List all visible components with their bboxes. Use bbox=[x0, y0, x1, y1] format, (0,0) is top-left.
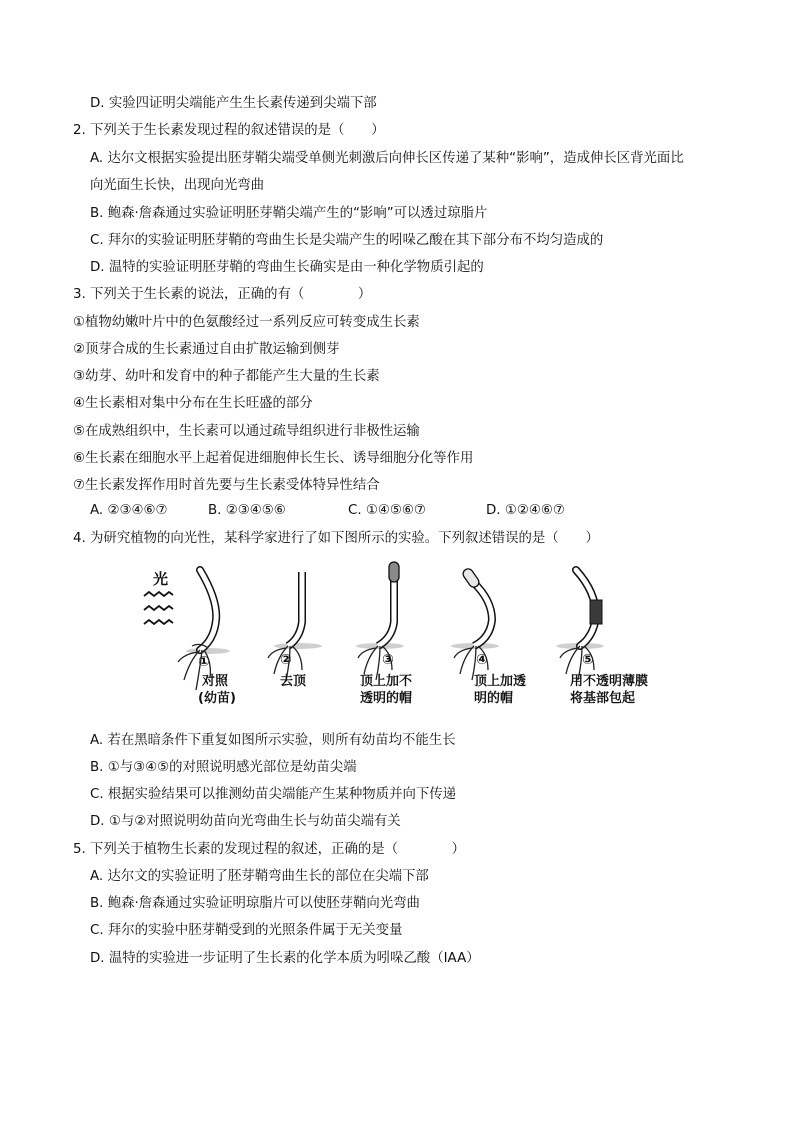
panel-3-number: ③ bbox=[382, 652, 394, 668]
panel-2-number: ② bbox=[280, 652, 292, 668]
q4-option-c: C. 根据实验结果可以推测幼苗尖端能产生某种物质并向下传递 bbox=[90, 787, 457, 802]
panel-1-number: ① bbox=[198, 654, 210, 670]
q5-stem: 5. 下列关于植物生长素的发现过程的叙述，正确的是（ ） bbox=[73, 842, 465, 857]
q2-option-b: B. 鲍森·詹森通过实验证明胚芽鞘尖端产生的“影响”可以透过琼脂片 bbox=[90, 206, 488, 221]
panel-3-label-line1: 顶上加不 bbox=[360, 674, 413, 689]
panel-4-label-line2: 明的帽 bbox=[474, 691, 514, 706]
q3-statement-2: ②顶芽合成的生长素通过自由扩散运输到侧芽 bbox=[73, 342, 340, 357]
seedling-4-transparent-cap bbox=[451, 567, 499, 680]
q3-option-c: C. ①④⑤⑥⑦ bbox=[348, 503, 426, 518]
panel-2-label-line1: 去顶 bbox=[280, 674, 307, 689]
q3-option-b: B. ②③④⑤⑥ bbox=[208, 503, 286, 518]
panel-5-number: ⑤ bbox=[582, 652, 594, 668]
q3-statement-7: ⑦生长素发挥作用时首先要与生长素受体特异性结合 bbox=[73, 478, 380, 493]
q4-option-d: D. ①与②对照说明幼苗向光弯曲生长与幼苗尖端有关 bbox=[90, 814, 401, 829]
panel-4-number: ④ bbox=[476, 652, 488, 668]
seedling-5-base-wrapped bbox=[556, 570, 604, 680]
q4-option-b: B. ①与③④⑤的对照说明感光部位是幼苗尖端 bbox=[90, 760, 357, 775]
panel-1-label-line2: (幼苗) bbox=[198, 691, 236, 706]
q2-option-d: D. 温特的实验证明胚芽鞘的弯曲生长确实是由一种化学物质引起的 bbox=[90, 260, 484, 275]
q4-option-a: A. 若在黑暗条件下重复如图所示实验，则所有幼苗均不能生长 bbox=[90, 733, 456, 748]
light-label: 光 bbox=[153, 570, 169, 588]
seedling-2-decapitated bbox=[268, 572, 322, 680]
q4-stem: 4. 为研究植物的向光性，某科学家进行了如下图所示的实验。下列叙述错误的是（ ） bbox=[73, 531, 599, 546]
q3-option-d: D. ①②④⑥⑦ bbox=[486, 503, 565, 518]
seedling-experiment-figure bbox=[140, 560, 649, 720]
q5-option-b: B. 鲍森·詹森通过实验证明琼脂片可以使胚芽鞘向光弯曲 bbox=[90, 896, 420, 911]
q3-statement-3: ③幼芽、幼叶和发育中的种子都能产生大量的生长素 bbox=[73, 369, 380, 384]
q3-stem: 3. 下列关于生长素的说法，正确的有（ ） bbox=[73, 287, 372, 302]
q1-option-d: D. 实验四证明尖端能产生生长素传递到尖端下部 bbox=[90, 96, 377, 111]
q5-option-c: C. 拜尔的实验中胚芽鞘受到的光照条件属于无关变量 bbox=[90, 923, 403, 938]
q2-option-c: C. 拜尔的实验证明胚芽鞘的弯曲生长是尖端产生的吲哚乙酸在其下部分布不均匀造成的 bbox=[90, 233, 604, 248]
q3-option-a: A. ②③④⑥⑦ bbox=[90, 503, 168, 518]
q2-option-a-line2: 向光面生长快，出现向光弯曲 bbox=[90, 178, 265, 193]
q3-statement-6: ⑥生长素在细胞水平上起着促进细胞伸长生长、诱导细胞分化等作用 bbox=[73, 451, 474, 466]
q2-option-a-line1: A. 达尔文根据实验提出胚芽鞘尖端受单侧光刺激后向伸长区传递了某种“影响”，造成伸长区背光面比 bbox=[90, 151, 684, 166]
q3-statement-5: ⑤在成熟组织中，生长素可以通过疏导组织进行非极性运输 bbox=[73, 424, 420, 439]
panel-3-label-line2: 透明的帽 bbox=[360, 691, 413, 706]
q2-stem: 2. 下列关于生长素发现过程的叙述错误的是（ ） bbox=[73, 123, 385, 138]
panel-5-label-line2: 将基部包起 bbox=[570, 691, 636, 706]
panel-5-label-line1: 用不透明薄膜 bbox=[570, 674, 649, 689]
q3-statement-4: ④生长素相对集中分布在生长旺盛的部分 bbox=[73, 396, 313, 411]
q5-option-d: D. 温特的实验进一步证明了生长素的化学本质为吲哚乙酸（IAA） bbox=[90, 951, 480, 966]
panel-4-label-line1: 顶上加透 bbox=[474, 674, 527, 689]
seedling-1-control bbox=[178, 570, 230, 690]
q3-statement-1: ①植物幼嫩叶片中的色氨酸经过一系列反应可转变成生长素 bbox=[73, 315, 420, 330]
q5-option-a: A. 达尔文的实验证明了胚芽鞘弯曲生长的部位在尖端下部 bbox=[90, 869, 429, 884]
light-rays-icon bbox=[144, 592, 173, 624]
seedling-3-opaque-cap bbox=[356, 562, 404, 680]
panel-1-label-line1: 对照 bbox=[202, 674, 229, 689]
